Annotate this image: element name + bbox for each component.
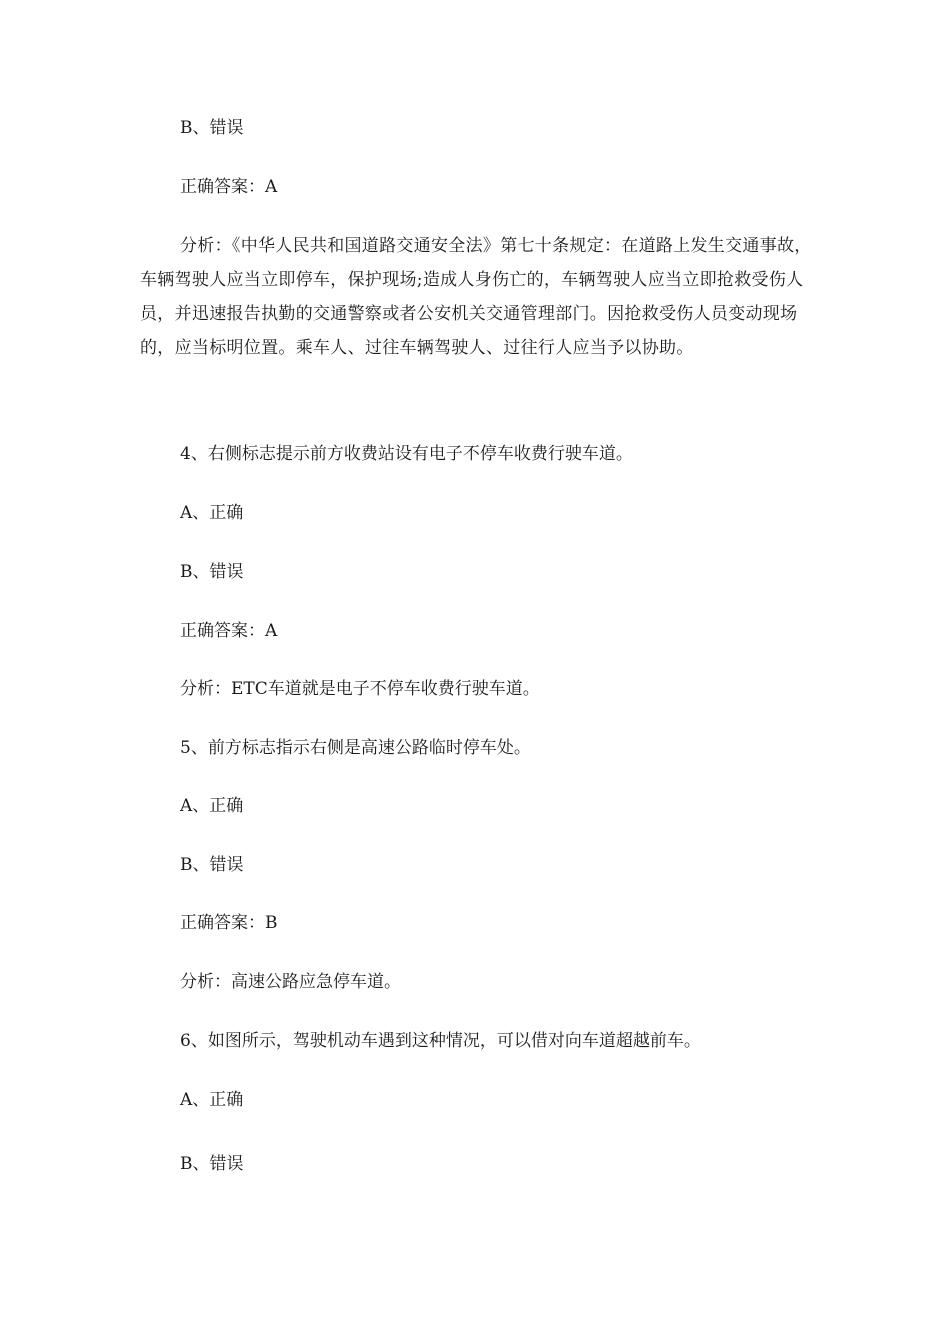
q5-option-b: B、错误 [180,855,244,875]
q4-question: 4、右侧标志提示前方收费站设有电子不停车收费行驶车道。 [180,444,633,464]
q5-analysis: 分析：高速公路应急停车道。 [180,972,401,992]
q4-option-a: A、正确 [180,503,244,523]
q6-option-b: B、错误 [180,1154,244,1174]
q5-question: 5、前方标志指示右侧是高速公路临时停车处。 [180,738,531,758]
q3-option-b: B、错误 [180,118,244,138]
q5-option-a: A、正确 [180,796,244,816]
q6-question: 6、如图所示，驾驶机动车遇到这种情况，可以借对向车道超越前车。 [180,1031,701,1051]
q4-option-b: B、错误 [180,562,244,582]
q5-answer: 正确答案：B [180,913,278,933]
q4-answer: 正确答案：A [180,621,278,641]
q3-analysis: 分析：《中华人民共和国道路交通安全法》第七十条规定：在道路上发生交通事故，车辆驾驶人应当立即停车，保护现场;造成人身伤亡的，车辆驾驶人应当立即抢救受伤人员，并迅速报告执勤的交通警察或者公安机关交通管理部门。因抢救受伤人员变动现场的，应当标明位置。乘车人、过往车辆驾驶人、过往行人应当予以协助。 [140,236,812,358]
q4-analysis: 分析：ETC车道就是电子不停车收费行驶车道。 [180,679,540,699]
q3-answer: 正确答案：A [180,177,278,197]
q6-option-a: A、正确 [180,1090,244,1110]
